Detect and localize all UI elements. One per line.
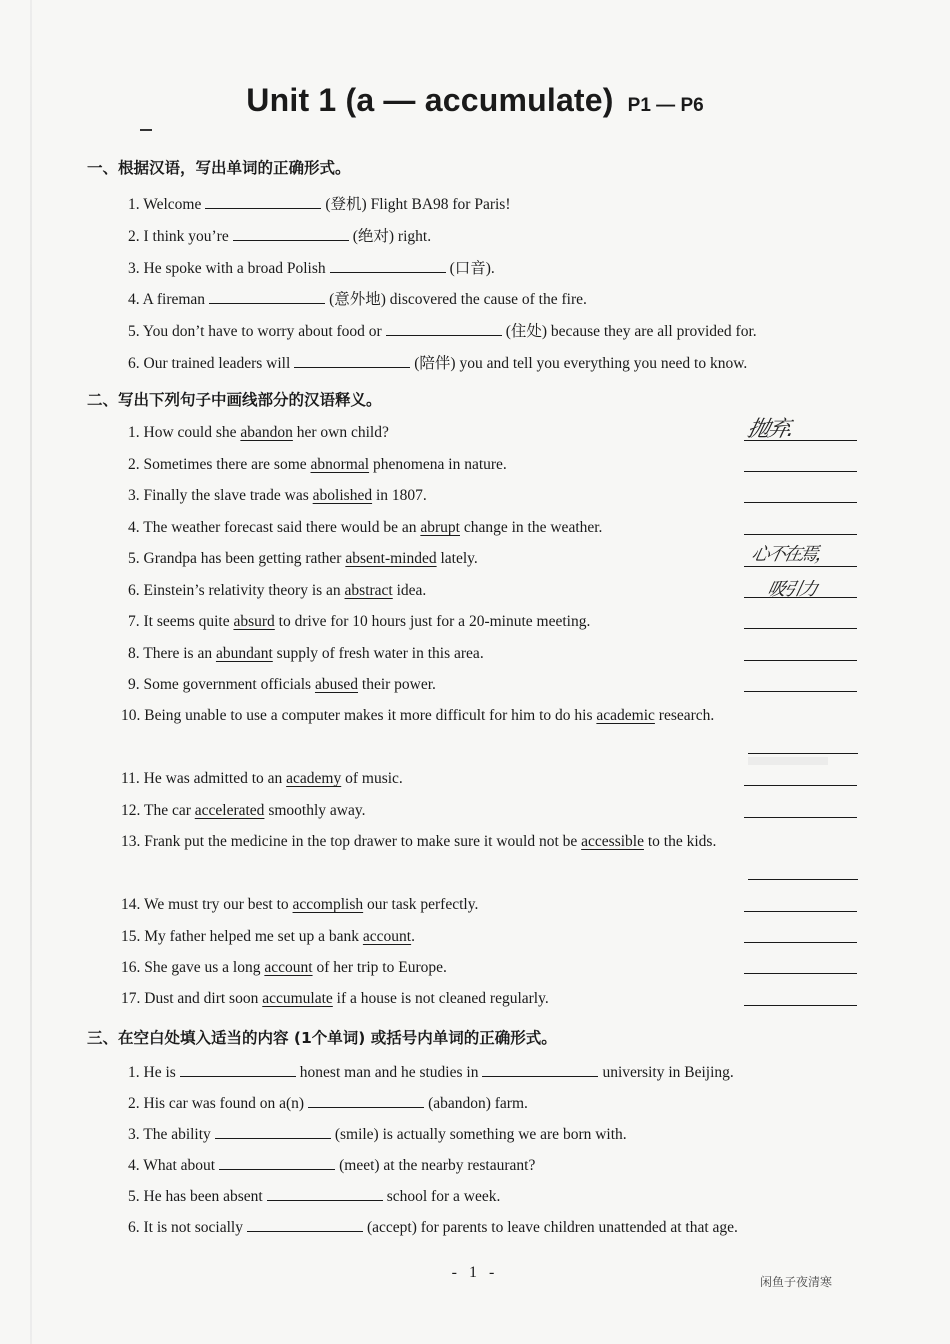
section3-heading: 三、在空白处填入适当的内容 (1个单词) 或括号内单词的正确形式。 [87,1029,557,1047]
answer-blank[interactable] [247,1217,363,1232]
answer-line[interactable] [748,753,858,754]
scan-edge [30,0,32,1344]
s2-item-9: 9. Some government officials abused their power. [128,676,436,693]
s2-item-17: 17. Dust and dirt soon accumulate if a house is not cleaned regularly. [121,990,549,1007]
s2-item-15: 15. My father helped me set up a bank account. [121,928,415,945]
s3-item-2: 2. His car was found on a(n) (abandon) farm. [128,1095,528,1112]
answer-blank[interactable] [209,289,325,304]
answer-blank[interactable] [215,1124,331,1139]
s2-item-8: 8. There is an abundant supply of fresh water in this area. [128,645,484,662]
target-word: academy [286,770,342,787]
answer-line[interactable] [744,691,857,692]
target-word: account [362,928,412,945]
target-word: abrupt [420,519,460,536]
s2-item-11: 11. He was admitted to an academy of music. [121,770,403,787]
s3-item-6: 6. It is not socially (accept) for parents to leave children unattended at that age. [128,1219,738,1236]
target-word: abstract [344,582,393,599]
answer-line[interactable] [744,566,857,567]
answer-blank[interactable] [330,258,446,273]
answer-line[interactable] [744,911,857,912]
s2-item-4: 4. The weather forecast said there would be an abrupt change in the weather. [128,519,603,536]
s2-item-14: 14. We must try our best to accomplish our task perfectly. [121,896,479,913]
answer-line[interactable] [744,973,857,974]
s2-item-16: 16. She gave us a long account of her trip to Europe. [121,959,447,976]
answer-line[interactable] [744,660,857,661]
watermark: 闲鱼子夜清寒 [760,1275,833,1289]
answer-line[interactable] [744,502,857,503]
page-range: P1 — P6 [627,95,704,116]
answer-line[interactable] [744,628,857,629]
answer-blank[interactable] [205,194,321,209]
target-word: abused [314,676,359,693]
target-word: abundant [215,645,273,662]
s1-item-2: 2. I think you’re (绝对) right. [128,228,432,245]
handwritten-answer: 抛弃. [744,417,796,442]
answer-line[interactable] [744,817,857,818]
s2-item-6: 6. Einstein’s relativity theory is an abstract idea. [128,582,427,599]
s2-item-7: 7. It seems quite absurd to drive for 10 hours just for a 20-minute meeting. [128,613,591,630]
stray-mark [140,129,152,131]
s2-item-13: 13. Frank put the medicine in the top drawer to make sure it would not be accessible to the kids. [121,833,717,850]
s1-item-3: 3. He spoke with a broad Polish (口音). [128,260,495,277]
s3-item-5: 5. He has been absent school for a week. [128,1188,501,1205]
s2-item-1: 1. How could she abandon her own child? [128,424,389,441]
target-word: accumulate [262,990,333,1007]
target-word: accomplish [292,896,364,913]
s2-item-10: 10. Being unable to use a computer makes it more difficult for him to do his academic research. [121,707,715,724]
s1-item-4: 4. A fireman (意外地) discovered the cause of the fire. [128,291,587,308]
answer-blank[interactable] [386,321,502,336]
s3-item-1: 1. He is honest man and he studies in university in Beijing. [128,1064,734,1081]
answer-blank[interactable] [482,1062,598,1077]
s1-item-5: 5. You don’t have to worry about food or (住处) because they are all provided for. [128,323,757,340]
page-number: - 1 - [451,1264,499,1281]
target-word: absurd [233,613,275,630]
s2-item-2: 2. Sometimes there are some abnormal phenomena in nature. [128,456,507,473]
answer-line[interactable] [744,1005,857,1006]
s2-item-12: 12. The car accelerated smoothly away. [121,802,366,819]
target-word: accessible [581,833,644,850]
answer-line[interactable] [744,471,857,472]
answer-line[interactable] [748,879,858,880]
answer-line[interactable] [744,942,857,943]
target-word: accelerated [194,802,265,819]
handwritten-answer: 吸引力 [765,579,818,600]
smudge [748,757,828,765]
s3-item-3: 3. The ability (smile) is actually something we are born with. [128,1126,627,1143]
answer-blank[interactable] [308,1093,424,1108]
target-word: abnormal [310,456,370,473]
answer-line[interactable] [744,785,857,786]
s3-item-4: 4. What about (meet) at the nearby restaurant? [128,1157,536,1174]
page-title: Unit 1 (a — accumulate) [246,82,614,118]
s2-item-3: 3. Finally the slave trade was abolished in 1807. [128,487,427,504]
answer-blank[interactable] [267,1186,383,1201]
section2-heading: 二、写出下列句子中画线部分的汉语释义。 [87,391,382,409]
section1-heading: 一、根据汉语，写出单词的正确形式。 [87,159,351,177]
answer-blank[interactable] [219,1155,335,1170]
target-word: account [264,959,313,976]
answer-blank[interactable] [233,226,349,241]
s2-item-5: 5. Grandpa has been getting rather absent-minded lately. [128,550,478,567]
s1-item-1: 1. Welcome (登机) Flight BA98 for Paris! [128,196,511,213]
answer-line[interactable] [744,534,857,535]
answer-blank[interactable] [294,353,410,368]
title-block [0,82,950,119]
target-word: abandon [240,424,293,441]
answer-blank[interactable] [180,1062,296,1077]
target-word: abolished [312,487,373,504]
s1-item-6: 6. Our trained leaders will (陪伴) you and tell you everything you need to know. [128,355,748,372]
handwritten-answer: 心不在焉， [749,544,834,565]
target-word: academic [596,707,655,724]
target-word: absent-minded [345,550,437,567]
